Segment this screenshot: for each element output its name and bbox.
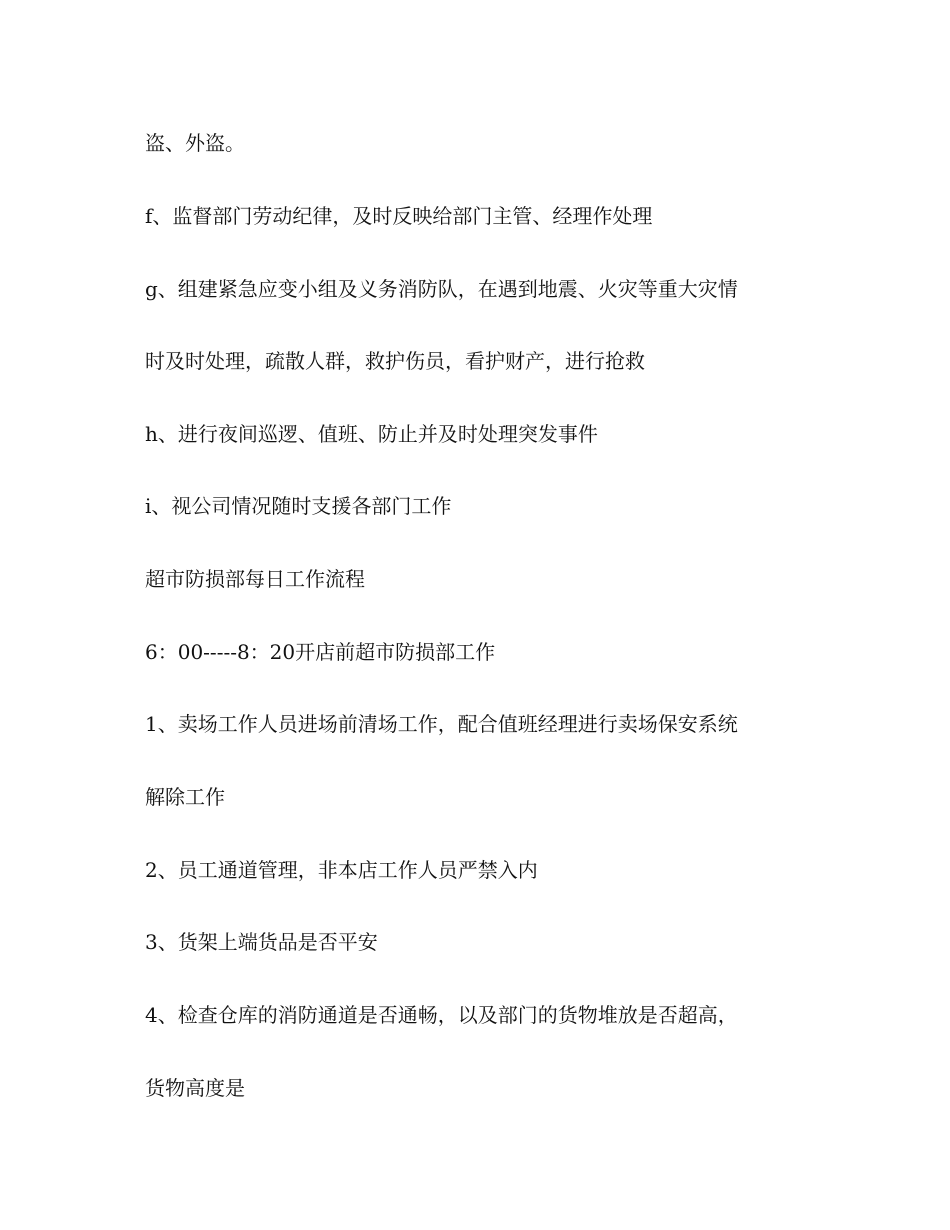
- text-line-6: i、视公司情况随时支援各部门工作: [145, 494, 452, 518]
- time-range-heading: 6：00-----8：20开店前超市防损部工作: [145, 640, 496, 664]
- section-heading: 超市防损部每日工作流程: [145, 567, 365, 591]
- text-line-11: 2、员工通道管理，非本店工作人员严禁入内: [145, 858, 538, 882]
- text-line-14: 货物高度是: [145, 1076, 245, 1100]
- text-line-4: 时及时处理，疏散人群，救护伤员，看护财产，进行抢救: [145, 349, 645, 373]
- text-line-12: 3、货架上端货品是否平安: [145, 930, 378, 954]
- text-line-10: 解除工作: [145, 785, 225, 809]
- text-line-13: 4、检查仓库的消防通道是否通畅，以及部门的货物堆放是否超高，: [145, 1003, 738, 1027]
- text-line-5: h、进行夜间巡逻、值班、防止并及时处理突发事件: [145, 422, 598, 446]
- text-line-2: f、监督部门劳动纪律，及时反映给部门主管、经理作处理: [145, 204, 653, 228]
- text-line-3: g、组建紧急应变小组及义务消防队，在遇到地震、火灾等重大灾情: [145, 277, 738, 301]
- text-line-9: 1、卖场工作人员进场前清场工作，配合值班经理进行卖场保安系统: [145, 712, 738, 736]
- text-line-1: 盗、外盗。: [145, 131, 245, 155]
